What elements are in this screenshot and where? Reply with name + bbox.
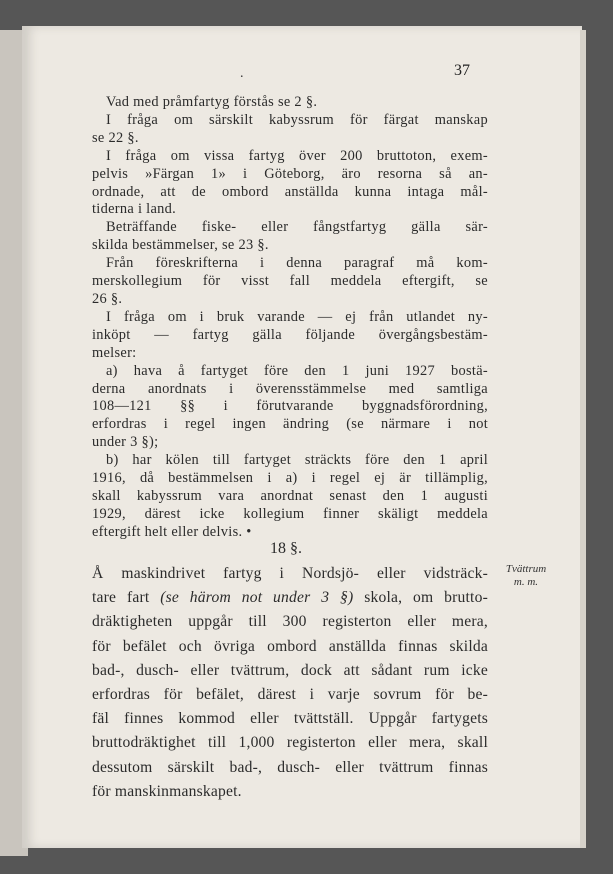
paragraph-line: Å maskindrivet fartyg i Nordsjö- eller vidsträck- <box>92 565 488 582</box>
paragraph-line: Vad med pråmfartyg förstås se 2 §. <box>106 94 318 110</box>
paragraph-line: Från föreskrifterna i denna paragraf må kom- <box>106 255 488 272</box>
paragraph-line: a) hava å fartyget före den 1 juni 1927 bostä- <box>106 362 488 379</box>
paragraph-line: eftergift helt eller delvis. • <box>92 523 252 540</box>
paragraph-text: skola, om brutto- <box>364 589 488 607</box>
right-page-edge <box>580 30 586 848</box>
paragraph <box>92 94 488 112</box>
paragraph-line: I fråga om i bruk varande — ej från utlandet ny- <box>106 308 488 325</box>
paragraph <box>92 112 488 148</box>
paragraphs-block <box>92 94 488 542</box>
paragraph-line: skilda bestämmelser, se 23 §. <box>92 237 269 254</box>
paragraph-line: derna anordnats i överensstämmelse med samtliga <box>92 380 488 397</box>
paragraph-line: Beträffande fiske- eller fångstfartyg gälla sär- <box>106 219 488 236</box>
paragraph-rest <box>92 610 488 804</box>
paragraph-line: skall kabyssrum vara anordnat senast den 1 augusti <box>92 487 488 504</box>
paragraph-line: för befälet och övriga ombord anställda finnas skilda <box>92 637 488 655</box>
section-heading: 18 §. <box>270 540 302 557</box>
paragraph-line: I fråga om särskilt kabyssrum för färgat manskap <box>106 111 488 128</box>
paragraph-line: se 22 §. <box>92 129 139 146</box>
paragraph <box>92 452 488 542</box>
paragraph <box>92 363 488 453</box>
paragraph <box>92 309 488 363</box>
page-number: 37 <box>454 62 470 79</box>
paragraph-text: tare fart <box>92 589 150 607</box>
margin-note-line: Tvättrum <box>505 563 547 575</box>
paragraph-line: inköpt — fartyg gälla följande övergångsbestäm- <box>92 326 488 343</box>
paragraph <box>92 148 488 220</box>
paragraph-line: bad-, dusch- eller tvättrum, dock att sådant rum icke <box>92 661 488 679</box>
paragraph <box>92 255 488 309</box>
paragraph-line: merskollegium för visst fall meddela eftergift, se <box>92 273 488 290</box>
section-18-paragraph <box>92 562 488 804</box>
paragraph-line: melser: <box>92 344 137 361</box>
paragraph-line: ordnade, att de ombord anställda kunna intaga mål- <box>92 183 488 200</box>
margin-note-line: m. m. <box>513 576 539 588</box>
paragraph-line: för manskinmanskapet. <box>92 782 242 800</box>
paragraph-line: tiderna i land. <box>92 201 177 218</box>
paragraph-line: bruttodräktighet till 1,000 registerton eller mera, skall <box>92 734 488 752</box>
paragraph-line: fäl finnes kommod eller tvättställ. Uppgår fartygets <box>92 710 488 728</box>
paragraph-line: 108—121 §§ i förutvarande byggnadsförordning, <box>92 398 488 415</box>
paragraph-line: pelvis »Färgan 1» i Göteborg, äro resorna så an- <box>92 165 488 182</box>
paragraph-line: dessutom särskilt bad-, dusch- eller tvättrum finnas <box>92 758 488 776</box>
paragraph-line: I fråga om vissa fartyg över 200 bruttoton, exem- <box>106 147 488 164</box>
paragraph-line: 1916, då bestämmelsen i a) i regel ej är tillämplig, <box>92 470 488 487</box>
paragraph-line: b) har kölen till fartyget sträckts före den 1 april <box>106 452 488 469</box>
italic-reference: (se härom not under 3 §) <box>160 589 354 607</box>
paragraph <box>92 219 488 255</box>
paragraph-line: dräktigheten uppgår till 300 registerton eller mera, <box>92 613 488 631</box>
paragraph-line: 1929, därest icke kollegium finner skäligt meddela <box>92 505 488 522</box>
margin-note <box>496 563 556 589</box>
paragraph-line: under 3 §); <box>92 434 159 451</box>
paragraph-line: erfordras för befälet, därest i varje sovrum för be- <box>92 686 488 704</box>
paragraph-line: erfordras i regel ingen ändring (se närmare i not <box>92 416 488 433</box>
paragraph-line: 26 §. <box>92 290 123 307</box>
paragraph-line <box>92 586 488 610</box>
dot-mark: . <box>240 66 244 81</box>
